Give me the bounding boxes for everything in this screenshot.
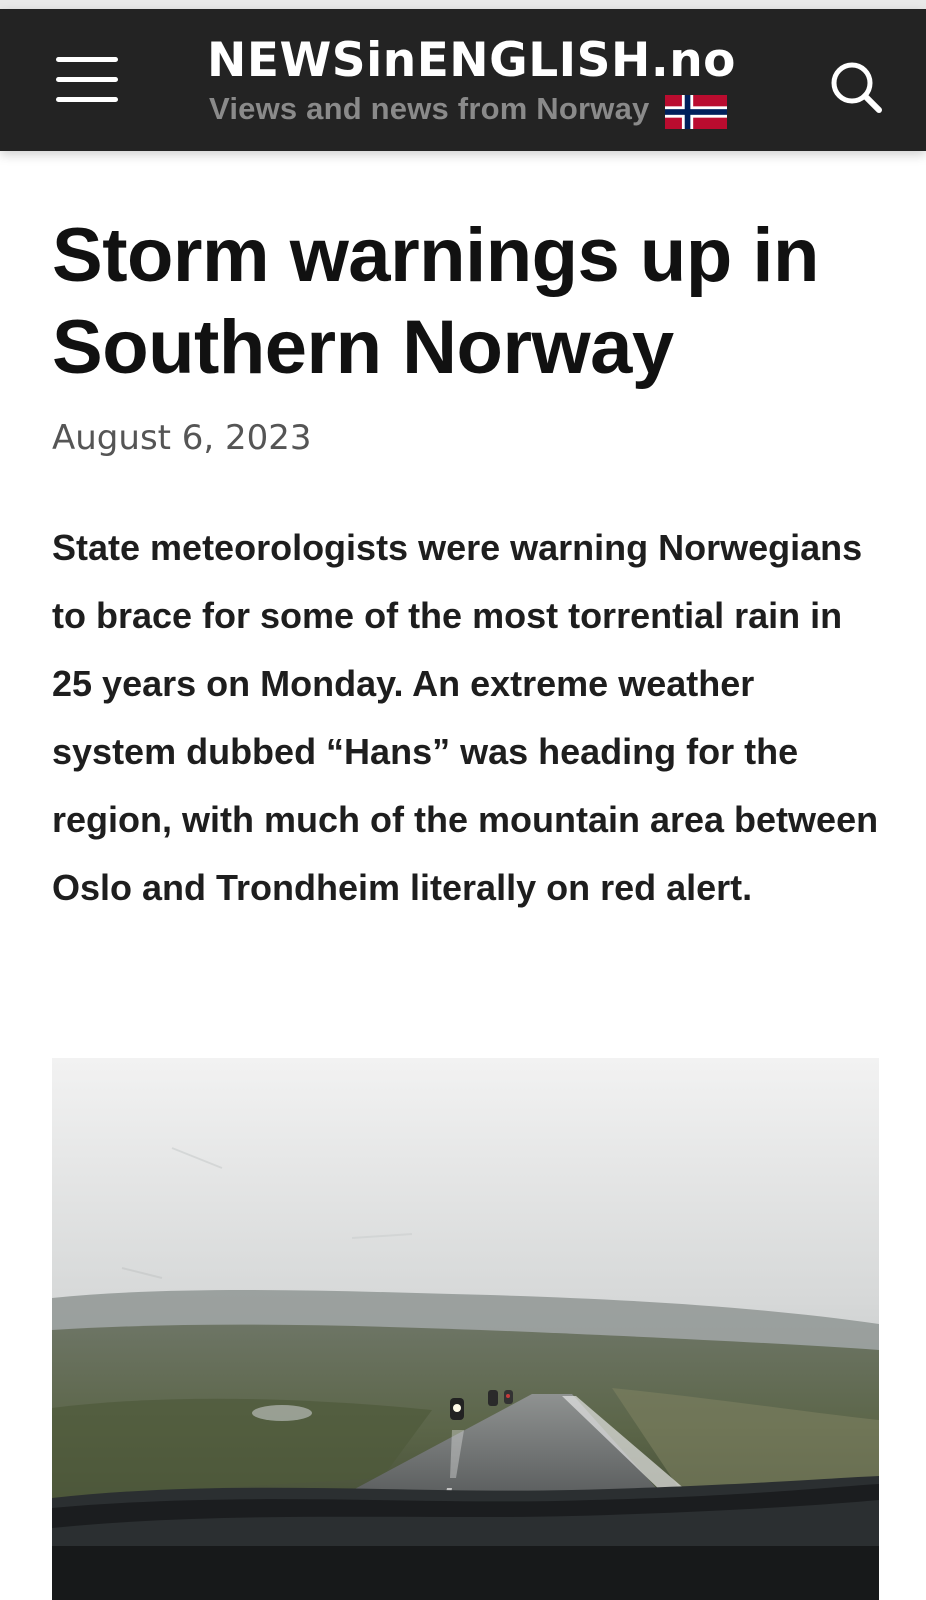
site-header: [0, 9, 926, 151]
search-icon[interactable]: [828, 59, 884, 115]
article: [52, 210, 882, 922]
article-date: August 6, 2023: [52, 418, 312, 458]
article-headline: Storm warnings up in Southern Norway: [52, 213, 819, 390]
site-logo[interactable]: [207, 33, 736, 133]
logo-title: NEWSinENGLISH.no: [207, 33, 736, 88]
article-lede: State meteorologists were warning Norwegians to brace for some of the most torrential rain in 25 years on Monday. An extreme weather system dubbed “Hans” was heading for the region, with much of the mountain area between Oslo and Trondheim literally on red alert.: [52, 527, 879, 908]
norway-flag-icon: [665, 95, 727, 129]
article-photo[interactable]: [52, 1058, 879, 1600]
status-strip: [0, 0, 926, 9]
rainy-road-photo: [52, 1058, 879, 1600]
logo-tagline: Views and news from Norway: [209, 91, 650, 126]
hamburger-menu-icon[interactable]: [56, 53, 118, 107]
